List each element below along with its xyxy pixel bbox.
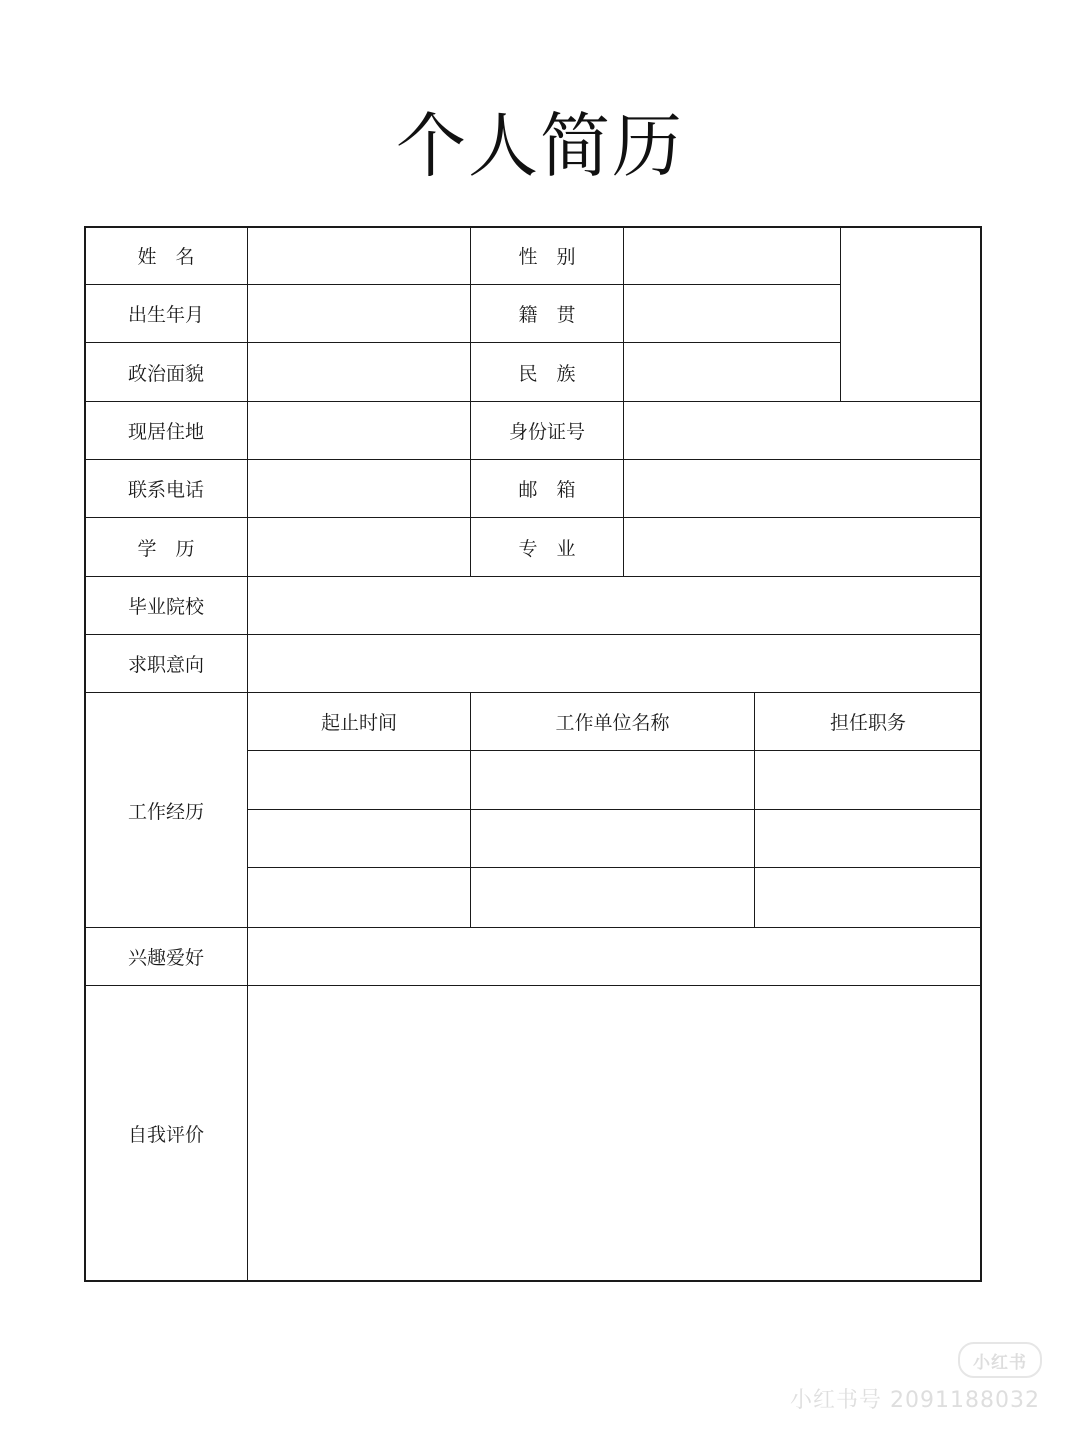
label-political-status: 政治面貌 (84, 342, 248, 402)
label-id-number: 身份证号 (470, 401, 624, 460)
email-field[interactable] (623, 459, 982, 518)
label-name: 姓 名 (84, 226, 248, 285)
name-field[interactable] (247, 226, 471, 285)
work-row-1-company[interactable] (470, 750, 755, 810)
label-school: 毕业院校 (84, 576, 248, 635)
work-header-position: 担任职务 (754, 692, 982, 751)
id-number-field[interactable] (623, 401, 982, 460)
work-row-3-period[interactable] (247, 867, 471, 928)
photo-box[interactable] (840, 226, 982, 402)
work-row-2-company[interactable] (470, 809, 755, 868)
self-evaluation-field[interactable] (247, 985, 982, 1282)
work-row-1-period[interactable] (247, 750, 471, 810)
label-birth: 出生年月 (84, 284, 248, 343)
work-row-3-company[interactable] (470, 867, 755, 928)
watermark-logo: 小红书 (958, 1342, 1042, 1378)
birth-field[interactable] (247, 284, 471, 343)
job-intention-field[interactable] (247, 634, 982, 693)
label-education: 学 历 (84, 517, 248, 577)
label-residence: 现居住地 (84, 401, 248, 460)
label-self-evaluation: 自我评价 (84, 985, 248, 1282)
label-native-place: 籍 贯 (470, 284, 624, 343)
work-row-2-position[interactable] (754, 809, 982, 868)
hobbies-field[interactable] (247, 927, 982, 986)
work-row-1-position[interactable] (754, 750, 982, 810)
label-hobbies: 兴趣爱好 (84, 927, 248, 986)
work-row-3-position[interactable] (754, 867, 982, 928)
work-row-2-period[interactable] (247, 809, 471, 868)
resume-form (84, 226, 982, 1282)
native-place-field[interactable] (623, 284, 841, 343)
label-work-experience: 工作经历 (84, 692, 248, 928)
major-field[interactable] (623, 517, 982, 577)
label-job-intention: 求职意向 (84, 634, 248, 693)
work-header-period: 起止时间 (247, 692, 471, 751)
label-ethnicity: 民 族 (470, 342, 624, 402)
education-field[interactable] (247, 517, 471, 577)
label-email: 邮 箱 (470, 459, 624, 518)
ethnicity-field[interactable] (623, 342, 841, 402)
school-field[interactable] (247, 576, 982, 635)
phone-field[interactable] (247, 459, 471, 518)
label-phone: 联系电话 (84, 459, 248, 518)
residence-field[interactable] (247, 401, 471, 460)
watermark-id: 小红书号 2091188032 (790, 1387, 1040, 1413)
label-major: 专 业 (470, 517, 624, 577)
political-status-field[interactable] (247, 342, 471, 402)
gender-field[interactable] (623, 226, 841, 285)
work-header-company: 工作单位名称 (470, 692, 755, 751)
resume-title: 个人简历 (396, 105, 684, 187)
label-gender: 性 别 (470, 226, 624, 285)
